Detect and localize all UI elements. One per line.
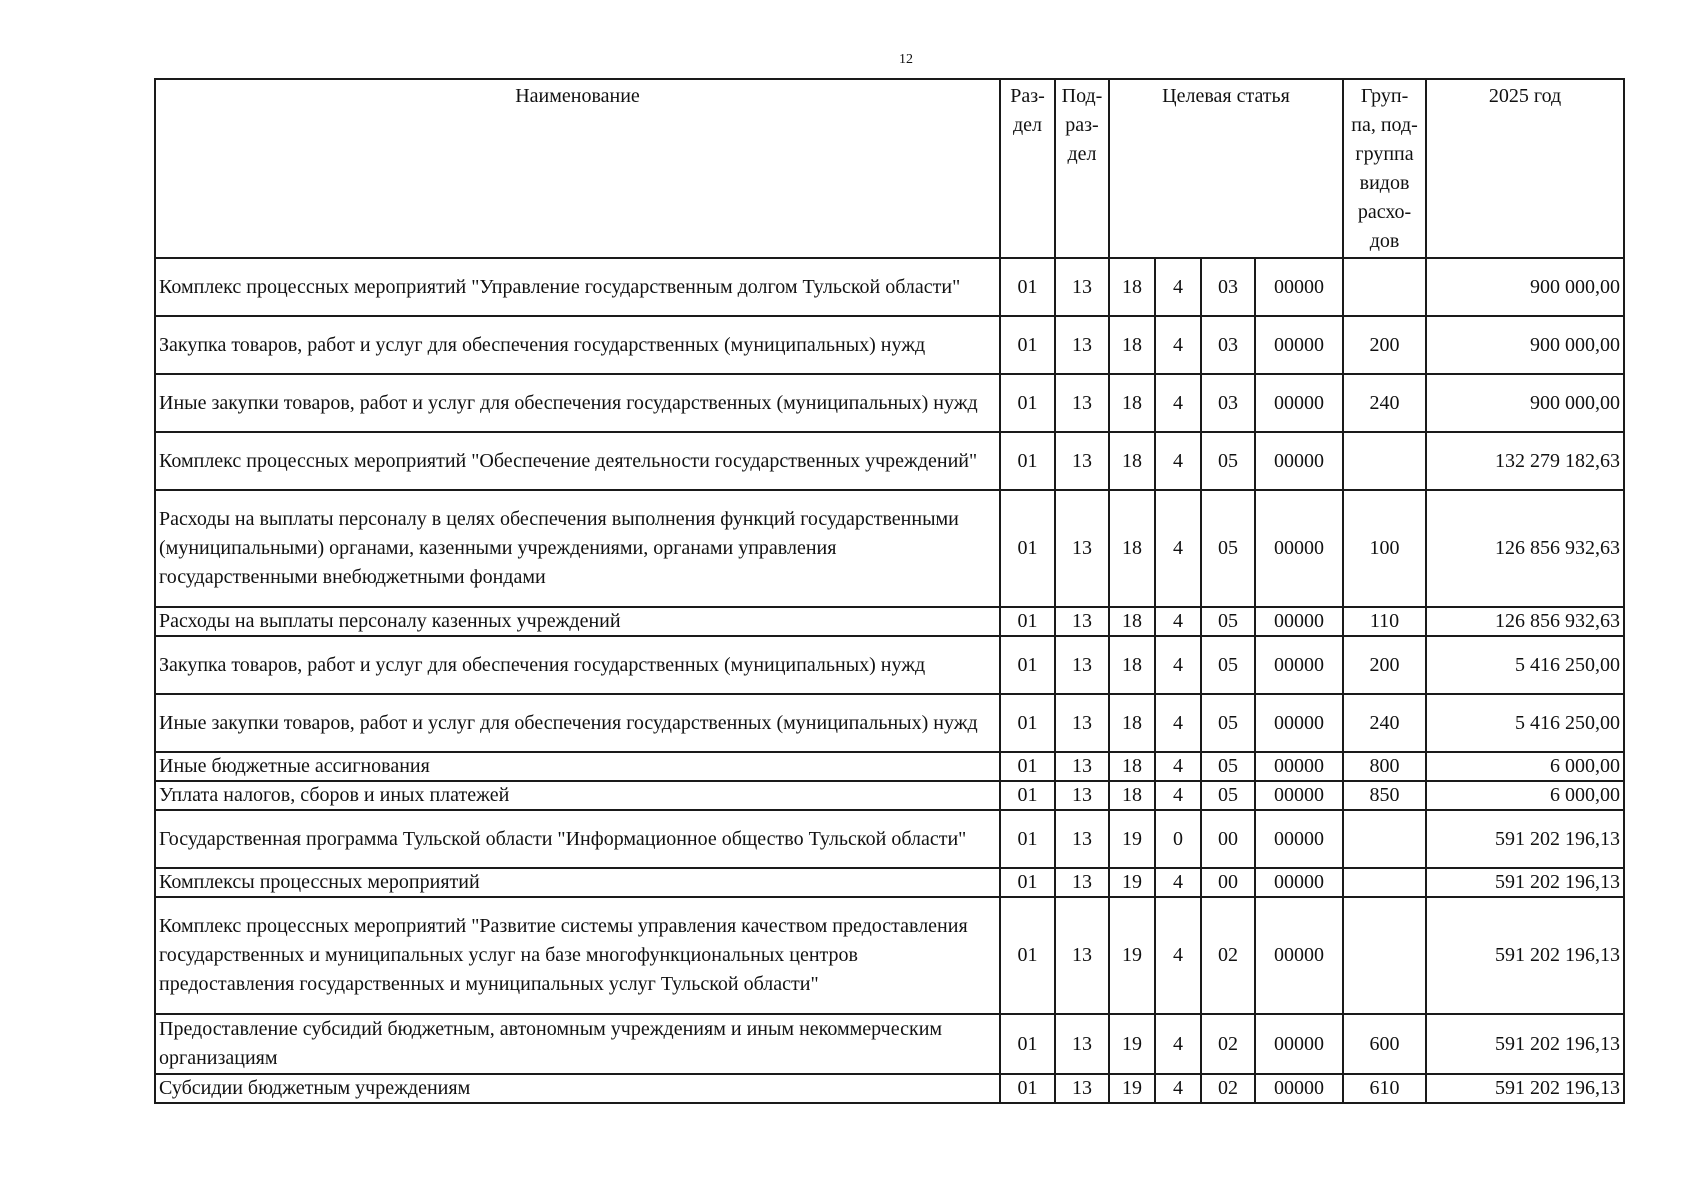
row-expense-group: 800 <box>1343 752 1426 781</box>
row-name: Иные бюджетные ассигнования <box>155 752 1000 781</box>
table-header-row <box>155 79 1624 258</box>
row-subsection: 13 <box>1055 374 1109 432</box>
row-section: 01 <box>1000 607 1055 636</box>
row-target-program: 18 <box>1109 636 1155 694</box>
row-name: Закупка товаров, работ и услуг для обеспечения государственных (муниципальных) нужд <box>155 636 1000 694</box>
row-target-program: 18 <box>1109 607 1155 636</box>
row-amount: 591 202 196,13 <box>1426 897 1624 1014</box>
row-section: 01 <box>1000 374 1055 432</box>
row-target-direction: 00000 <box>1255 490 1343 607</box>
row-subsection: 13 <box>1055 432 1109 490</box>
row-target-complex: 02 <box>1201 1014 1255 1074</box>
row-section: 01 <box>1000 316 1055 374</box>
row-name: Комплекс процессных мероприятий "Развитие системы управления качеством предоставления государственных и муниципальных услуг на базе многофункциональных центров предоставления государственных и муниципальных услуг Тульской области" <box>155 897 1000 1014</box>
row-target-complex: 05 <box>1201 432 1255 490</box>
table-row <box>155 374 1624 432</box>
row-target-type: 4 <box>1155 1074 1201 1103</box>
row-target-direction: 00000 <box>1255 607 1343 636</box>
row-target-program: 19 <box>1109 1014 1155 1074</box>
row-name: Иные закупки товаров, работ и услуг для обеспечения государственных (муниципальных) нужд <box>155 374 1000 432</box>
table-row <box>155 781 1624 810</box>
table-row <box>155 432 1624 490</box>
header-name: Наименование <box>155 79 1000 258</box>
row-section: 01 <box>1000 897 1055 1014</box>
row-name: Закупка товаров, работ и услуг для обеспечения государственных (муниципальных) нужд <box>155 316 1000 374</box>
row-subsection: 13 <box>1055 897 1109 1014</box>
row-section: 01 <box>1000 1074 1055 1103</box>
row-target-direction: 00000 <box>1255 1074 1343 1103</box>
row-section: 01 <box>1000 781 1055 810</box>
row-target-program: 18 <box>1109 258 1155 316</box>
row-section: 01 <box>1000 636 1055 694</box>
row-target-direction: 00000 <box>1255 897 1343 1014</box>
row-target-complex: 05 <box>1201 636 1255 694</box>
row-target-type: 4 <box>1155 432 1201 490</box>
row-target-complex: 03 <box>1201 258 1255 316</box>
row-target-program: 19 <box>1109 868 1155 897</box>
row-section: 01 <box>1000 432 1055 490</box>
row-subsection: 13 <box>1055 868 1109 897</box>
table-row <box>155 897 1624 1014</box>
row-target-program: 18 <box>1109 490 1155 607</box>
row-target-complex: 03 <box>1201 316 1255 374</box>
row-subsection: 13 <box>1055 694 1109 752</box>
row-subsection: 13 <box>1055 607 1109 636</box>
table-row <box>155 636 1624 694</box>
row-amount: 132 279 182,63 <box>1426 432 1624 490</box>
table-row <box>155 868 1624 897</box>
row-expense-group: 600 <box>1343 1014 1426 1074</box>
row-target-type: 4 <box>1155 752 1201 781</box>
row-target-type: 4 <box>1155 490 1201 607</box>
row-expense-group <box>1343 897 1426 1014</box>
row-target-complex: 00 <box>1201 810 1255 868</box>
row-expense-group: 240 <box>1343 694 1426 752</box>
header-year: 2025 год <box>1426 79 1624 258</box>
header-section: Раз- дел <box>1000 79 1055 258</box>
row-name: Уплата налогов, сборов и иных платежей <box>155 781 1000 810</box>
row-expense-group: 100 <box>1343 490 1426 607</box>
table-row <box>155 258 1624 316</box>
row-name: Иные закупки товаров, работ и услуг для обеспечения государственных (муниципальных) нужд <box>155 694 1000 752</box>
row-target-program: 18 <box>1109 781 1155 810</box>
row-target-complex: 05 <box>1201 752 1255 781</box>
table-row <box>155 490 1624 607</box>
row-subsection: 13 <box>1055 1074 1109 1103</box>
row-target-program: 19 <box>1109 810 1155 868</box>
header-expense-group: Груп- па, под- группа видов расхо- дов <box>1343 79 1426 258</box>
row-target-direction: 00000 <box>1255 258 1343 316</box>
row-subsection: 13 <box>1055 752 1109 781</box>
row-name: Предоставление субсидий бюджетным, автономным учреждениям и иным некоммерческим организациям <box>155 1014 1000 1074</box>
row-name: Комплекс процессных мероприятий "Управление государственным долгом Тульской области" <box>155 258 1000 316</box>
row-target-complex: 05 <box>1201 607 1255 636</box>
row-expense-group: 240 <box>1343 374 1426 432</box>
row-name: Комплексы процессных мероприятий <box>155 868 1000 897</box>
budget-table <box>154 78 1625 1104</box>
row-expense-group <box>1343 258 1426 316</box>
table-row <box>155 316 1624 374</box>
row-target-type: 4 <box>1155 374 1201 432</box>
row-subsection: 13 <box>1055 490 1109 607</box>
row-expense-group: 110 <box>1343 607 1426 636</box>
row-target-direction: 00000 <box>1255 1014 1343 1074</box>
row-amount: 5 416 250,00 <box>1426 636 1624 694</box>
row-target-type: 4 <box>1155 868 1201 897</box>
row-target-complex: 02 <box>1201 1074 1255 1103</box>
table-row <box>155 1074 1624 1103</box>
row-target-program: 19 <box>1109 897 1155 1014</box>
row-target-direction: 00000 <box>1255 316 1343 374</box>
row-target-type: 4 <box>1155 694 1201 752</box>
row-section: 01 <box>1000 810 1055 868</box>
row-target-direction: 00000 <box>1255 810 1343 868</box>
row-expense-group: 200 <box>1343 636 1426 694</box>
header-subsection: Под- раз- дел <box>1055 79 1109 258</box>
row-section: 01 <box>1000 1014 1055 1074</box>
row-target-type: 4 <box>1155 781 1201 810</box>
row-name: Расходы на выплаты персоналу в целях обеспечения выполнения функций государственными (муниципальными) органами, казенными учреждениями, органами управления государственными внебюджетными фондами <box>155 490 1000 607</box>
row-amount: 591 202 196,13 <box>1426 1074 1624 1103</box>
row-subsection: 13 <box>1055 1014 1109 1074</box>
row-target-direction: 00000 <box>1255 781 1343 810</box>
row-section: 01 <box>1000 752 1055 781</box>
table-row <box>155 694 1624 752</box>
row-target-direction: 00000 <box>1255 868 1343 897</box>
row-target-direction: 00000 <box>1255 636 1343 694</box>
row-target-program: 18 <box>1109 432 1155 490</box>
row-amount: 591 202 196,13 <box>1426 810 1624 868</box>
row-target-complex: 00 <box>1201 868 1255 897</box>
row-amount: 591 202 196,13 <box>1426 868 1624 897</box>
row-expense-group <box>1343 432 1426 490</box>
row-target-type: 4 <box>1155 897 1201 1014</box>
row-target-complex: 05 <box>1201 694 1255 752</box>
row-target-direction: 00000 <box>1255 694 1343 752</box>
table-row <box>155 1014 1624 1074</box>
row-subsection: 13 <box>1055 810 1109 868</box>
row-name: Субсидии бюджетным учреждениям <box>155 1074 1000 1103</box>
header-target-article: Целевая статья <box>1109 79 1343 258</box>
row-target-type: 0 <box>1155 810 1201 868</box>
row-target-type: 4 <box>1155 607 1201 636</box>
row-target-program: 19 <box>1109 1074 1155 1103</box>
row-target-complex: 05 <box>1201 781 1255 810</box>
row-target-complex: 02 <box>1201 897 1255 1014</box>
row-name: Государственная программа Тульской области "Информационное общество Тульской области" <box>155 810 1000 868</box>
row-target-type: 4 <box>1155 636 1201 694</box>
row-target-type: 4 <box>1155 316 1201 374</box>
row-subsection: 13 <box>1055 636 1109 694</box>
row-name: Комплекс процессных мероприятий "Обеспечение деятельности государственных учреждений" <box>155 432 1000 490</box>
row-name: Расходы на выплаты персоналу казенных учреждений <box>155 607 1000 636</box>
row-section: 01 <box>1000 868 1055 897</box>
row-amount: 5 416 250,00 <box>1426 694 1624 752</box>
row-subsection: 13 <box>1055 316 1109 374</box>
table-row <box>155 752 1624 781</box>
row-amount: 6 000,00 <box>1426 752 1624 781</box>
row-target-type: 4 <box>1155 1014 1201 1074</box>
row-target-program: 18 <box>1109 694 1155 752</box>
row-section: 01 <box>1000 694 1055 752</box>
row-expense-group <box>1343 868 1426 897</box>
row-target-direction: 00000 <box>1255 374 1343 432</box>
row-target-complex: 05 <box>1201 490 1255 607</box>
row-amount: 900 000,00 <box>1426 258 1624 316</box>
row-expense-group: 850 <box>1343 781 1426 810</box>
row-section: 01 <box>1000 258 1055 316</box>
row-target-program: 18 <box>1109 752 1155 781</box>
row-amount: 900 000,00 <box>1426 374 1624 432</box>
row-amount: 900 000,00 <box>1426 316 1624 374</box>
row-amount: 126 856 932,63 <box>1426 490 1624 607</box>
row-target-program: 18 <box>1109 374 1155 432</box>
row-section: 01 <box>1000 490 1055 607</box>
row-amount: 591 202 196,13 <box>1426 1014 1624 1074</box>
page-number: 12 <box>899 52 913 67</box>
row-expense-group <box>1343 810 1426 868</box>
row-subsection: 13 <box>1055 258 1109 316</box>
table-row <box>155 607 1624 636</box>
table-row <box>155 810 1624 868</box>
row-target-complex: 03 <box>1201 374 1255 432</box>
row-amount: 126 856 932,63 <box>1426 607 1624 636</box>
row-expense-group: 200 <box>1343 316 1426 374</box>
row-target-direction: 00000 <box>1255 432 1343 490</box>
row-target-direction: 00000 <box>1255 752 1343 781</box>
row-subsection: 13 <box>1055 781 1109 810</box>
row-target-type: 4 <box>1155 258 1201 316</box>
row-expense-group: 610 <box>1343 1074 1426 1103</box>
row-amount: 6 000,00 <box>1426 781 1624 810</box>
row-target-program: 18 <box>1109 316 1155 374</box>
